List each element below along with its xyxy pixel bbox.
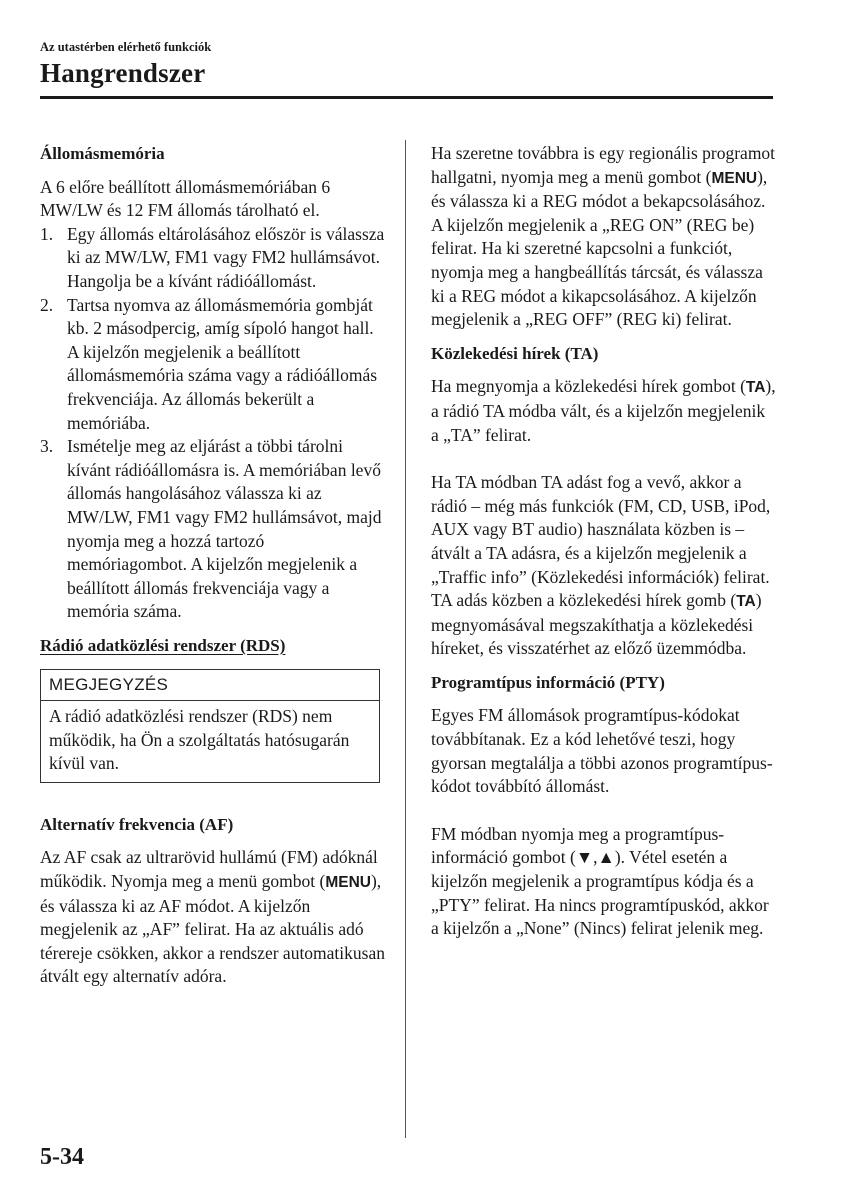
ta-paragraph-1 bbox=[431, 375, 776, 447]
right-column bbox=[431, 142, 776, 941]
af-text-after: ), és válassza ki az AF módot. A kijelzőn megjelenik az „AF” felirat. Ha az aktuális adó térereje csökken, akkor a rendszer automatikusan átvált egy alternatív adóra. bbox=[40, 871, 385, 987]
ta-paragraph-2: Ha TA módban TA adást fog a vevő, akkor a rádió – még más funkciók (FM, CD, USB, iPod, AUX vagy BT audio) használata közben is – átvált a TA adásra, és a kijelzőn megjelenik a „Traffic info” (Közlekedési információk) felirat. bbox=[431, 472, 771, 587]
step-item bbox=[40, 435, 385, 624]
ta-heading: Közlekedési hírek (TA) bbox=[431, 343, 599, 363]
menu-button-label: MENU bbox=[711, 169, 758, 187]
step-text: Egy állomás eltárolásához először is válassza ki az MW/LW, FM1 vagy FM2 hullámsávot. Hangolja be a kívánt rádióállomást. bbox=[67, 223, 385, 291]
column-divider bbox=[405, 140, 406, 1138]
page-title: Hangrendszer bbox=[40, 58, 206, 88]
ta-paragraph-3 bbox=[431, 589, 776, 661]
note-box bbox=[40, 669, 380, 782]
left-column bbox=[40, 142, 385, 989]
station-memory-intro: A 6 előre beállított állomásmemóriában 6 MW/LW és 12 FM állomás tárolható el. bbox=[40, 176, 331, 221]
ta-p3-after: ) megnyomásával megszakíthatja a közlekedési híreket, és visszatérhet az előző üzemmódba. bbox=[431, 590, 762, 659]
af-heading: Alternatív frekvencia (AF) bbox=[40, 814, 234, 834]
section-label: Az utastérben elérhető funkciók bbox=[40, 40, 212, 54]
page-number: 5-34 bbox=[40, 1144, 84, 1170]
step-number: 3. bbox=[40, 436, 54, 457]
ta-p1-after: ), a rádió TA módba vált, és a kijelzőn megjelenik a „TA” felirat. bbox=[431, 376, 776, 445]
ta-p1-before: Ha megnyomja a közlekedési hírek gombot ( bbox=[431, 376, 746, 397]
reg-text-before: Ha szeretne továbbra is egy regionális programot hallgatni, nyomja meg a menü gombot ( bbox=[431, 143, 776, 187]
ta-button-label: TA bbox=[745, 379, 766, 397]
step-text: Tartsa nyomva az állomásmemória gombját kb. 2 másodpercig, amíg sípoló hangot hall. A kijelzőn megjelenik a beállított állomásmemória száma vagy a rádióállomás frekvenciája. Az állomás bekerült a memóriába. bbox=[67, 294, 378, 433]
ta-button-label: TA bbox=[736, 593, 756, 611]
reg-paragraph bbox=[431, 142, 776, 332]
step-text: Ismételje meg az eljárást a többi tárolni kívánt rádióállomásra is. A memóriában levő állomás hangolásához válassza ki az MW/LW, FM1 vagy FM2 hullámsávot, majd nyomja meg a hozzá tartozó memóriagombot. A kijelzőn megjelenik a beállított állomás frekvenciája vagy a memória száma. bbox=[67, 436, 382, 622]
ta-p3-before: TA adás közben a közlekedési hírek gomb ( bbox=[431, 590, 737, 611]
pty-heading: Programtípus információ (PTY) bbox=[431, 672, 665, 692]
step-number: 2. bbox=[40, 294, 54, 315]
step-item bbox=[40, 223, 385, 294]
pty-paragraph-1: Egyes FM állomások programtípus-kódokat továbbítanak. Ez a kód lehetővé teszi, hogy gyorsan megtalálja a többi azonos programtípus-kódot továbbító állomást. bbox=[431, 705, 773, 797]
rds-heading: Rádió adatközlési rendszer (RDS) bbox=[40, 635, 286, 655]
reg-text-after: ), és válassza ki a REG módot a bekapcsolásához. A kijelzőn megjelenik a „REG ON” (REG be) felirat. Ha ki szeretné kapcsolni a funkciót, nyomja meg a hangbeállítás tárcsát, és válassza ki a REG módot a kikapcsolásához. A kijelzőn megjelenik a „REG OFF” (REG ki) felirat. bbox=[431, 166, 768, 330]
title-rule bbox=[40, 96, 773, 99]
af-text-before: Az AF csak az ultrarövid hullámú (FM) adóknál működik. Nyomja meg a menü gombot ( bbox=[40, 847, 378, 892]
station-memory-steps bbox=[40, 223, 385, 624]
note-text: A rádió adatközlési rendszer (RDS) nem működik, ha Ön a szolgáltatás hatósugarán kívül van. bbox=[49, 706, 350, 774]
pty-paragraph-2: FM módban nyomja meg a programtípus-információ gombot (▼,▲). Vétel esetén a kijelzőn megjelenik a programtípus kódja és a „PTY” felirat. Ha nincs programtípuskód, akkor a kijelzőn a „None” (Nincs) felirat jelenik meg. bbox=[431, 823, 769, 939]
af-paragraph bbox=[40, 846, 385, 989]
menu-button-label: MENU bbox=[325, 874, 371, 892]
step-number: 1. bbox=[40, 223, 54, 244]
note-title: MEGJEGYZÉS bbox=[41, 670, 379, 701]
step-item bbox=[40, 294, 385, 436]
station-memory-heading: Állomásmemória bbox=[40, 144, 165, 163]
